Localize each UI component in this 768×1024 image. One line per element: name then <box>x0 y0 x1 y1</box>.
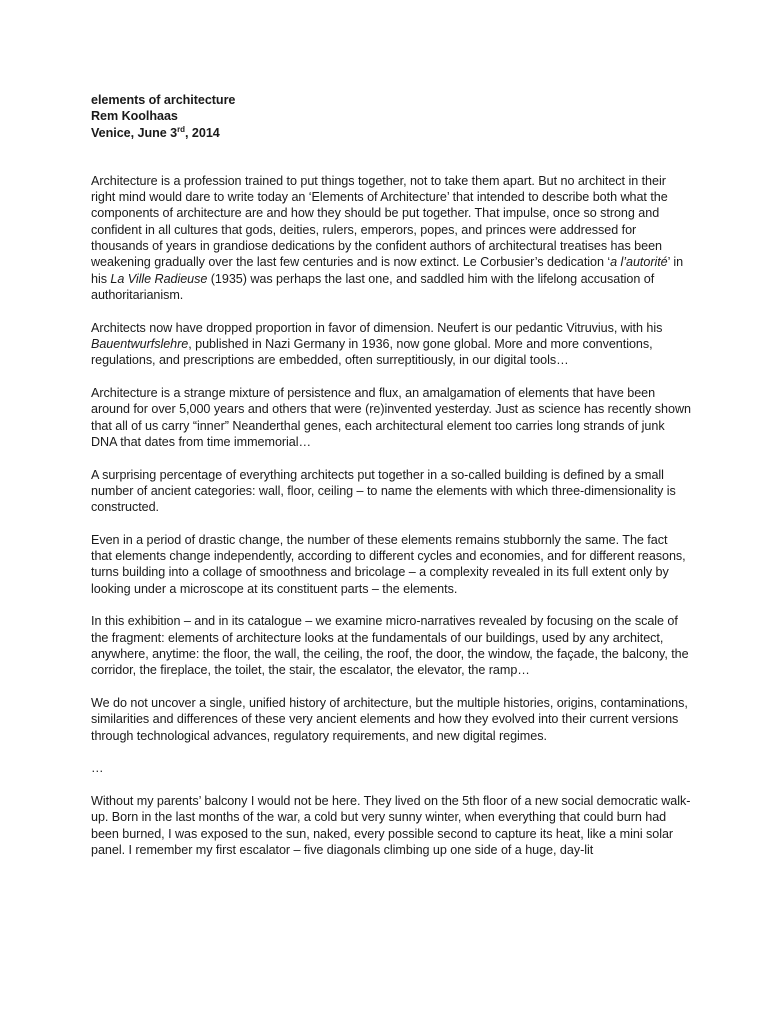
paragraph-1-italic-a: a l’autorité <box>610 255 668 270</box>
paragraph-6: In this exhibition – and in its catalogue – we examine micro-narratives revealed by focusing on the scale of the fragment: elements of architecture looks at the fundamentals of our buildings, used by any architect, anywhere, anytime: the floor, the wall, the ceiling, the roof, the door, the window, the façade, the balcony, the corridor, the fireplace, the toilet, the stair, the escalator, the elevator, the ramp… <box>91 614 689 678</box>
document-header <box>91 92 691 141</box>
document-author: Rem Koolhaas <box>91 109 178 124</box>
paragraph-2-italic: Bauentwurfslehre <box>91 336 189 351</box>
document-title: elements of architecture <box>91 93 236 107</box>
document-date <box>91 125 691 141</box>
date-prefix: Venice, June 3 <box>91 125 178 140</box>
paragraph-1 <box>91 173 691 303</box>
paragraph-7: We do not uncover a single, unified history of architecture, but the multiple histories, origins, contaminations, similarities and differences of these very ancient elements and how they evolved into their current versions through technological advances, regulatory requirements, and new digital regimes. <box>91 695 688 743</box>
date-suffix: , 2014 <box>185 125 220 140</box>
document-page <box>91 92 691 875</box>
paragraph-2-text-a: Architects now have dropped proportion in favor of dimension. Neufert is our pedantic Vitruvius, with his <box>91 320 663 335</box>
paragraph-1-text-c: (1935) was perhaps the last one, and saddled him with the lifelong accusation of authoritarianism. <box>91 271 655 302</box>
paragraph-1-text-b: ’ in his <box>91 255 684 286</box>
paragraph-1-text-a: Architecture is a profession trained to put things together, not to take them apart. But no architect in their right mind would dare to write today an ‘Elements of Architecture’ that intended to describe both what the components of architecture are and how they should be put together. That impulse, once so strong and confident in all cultures that gods, deities, rulers, emperors, popes, and princes were addressed for thousands of years in grandiose dedications by the confident authors of architectural treatises has been weakening gradually over the last few centuries and is now extinct. Le Corbusier’s dedication ‘ <box>91 173 668 270</box>
paragraph-1-italic-b: La Ville Radieuse <box>110 271 208 286</box>
paragraph-4: A surprising percentage of everything architects put together in a so-called building is defined by a small number of ancient categories: wall, floor, ceiling – to name the elements with which three-dimensionality is constructed. <box>91 467 676 515</box>
paragraph-2-text-b: , published in Nazi Germany in 1936, now gone global. More and more conventions, regulations, and prescriptions are embedded, often surreptitiously, in our digital tools… <box>91 336 653 368</box>
paragraph-ellipsis: … <box>91 761 104 776</box>
date-superscript: rd <box>177 124 186 134</box>
paragraph-3: Architecture is a strange mixture of persistence and flux, an amalgamation of elements that have been around for over 5,000 years and others that were (re)invented yesterday. Just as science has recently shown that all of us carry “inner” Neanderthal genes, each architectural element too carries long strands of junk DNA that dates from time immemorial… <box>91 385 691 449</box>
paragraph-2 <box>91 320 691 369</box>
paragraph-9: Without my parents’ balcony I would not be here. They lived on the 5th floor of a new social democratic walk-up. Born in the last months of the war, a cold but very sunny winter, when everything that could burn had been burned, I was exposed to the sun, naked, every possible second to capture its heat, like a mini solar panel. I remember my first escalator – five diagonals climbing up one side of a huge, day-lit <box>91 793 691 857</box>
paragraph-5: Even in a period of drastic change, the number of these elements remains stubbornly the same. The fact that elements change independently, according to different cycles and economies, and for different reasons, turns building into a collage of smoothness and bricolage – a complexity revealed in its full extent only by looking under a microscope at its constituent parts – the elements. <box>91 532 686 596</box>
